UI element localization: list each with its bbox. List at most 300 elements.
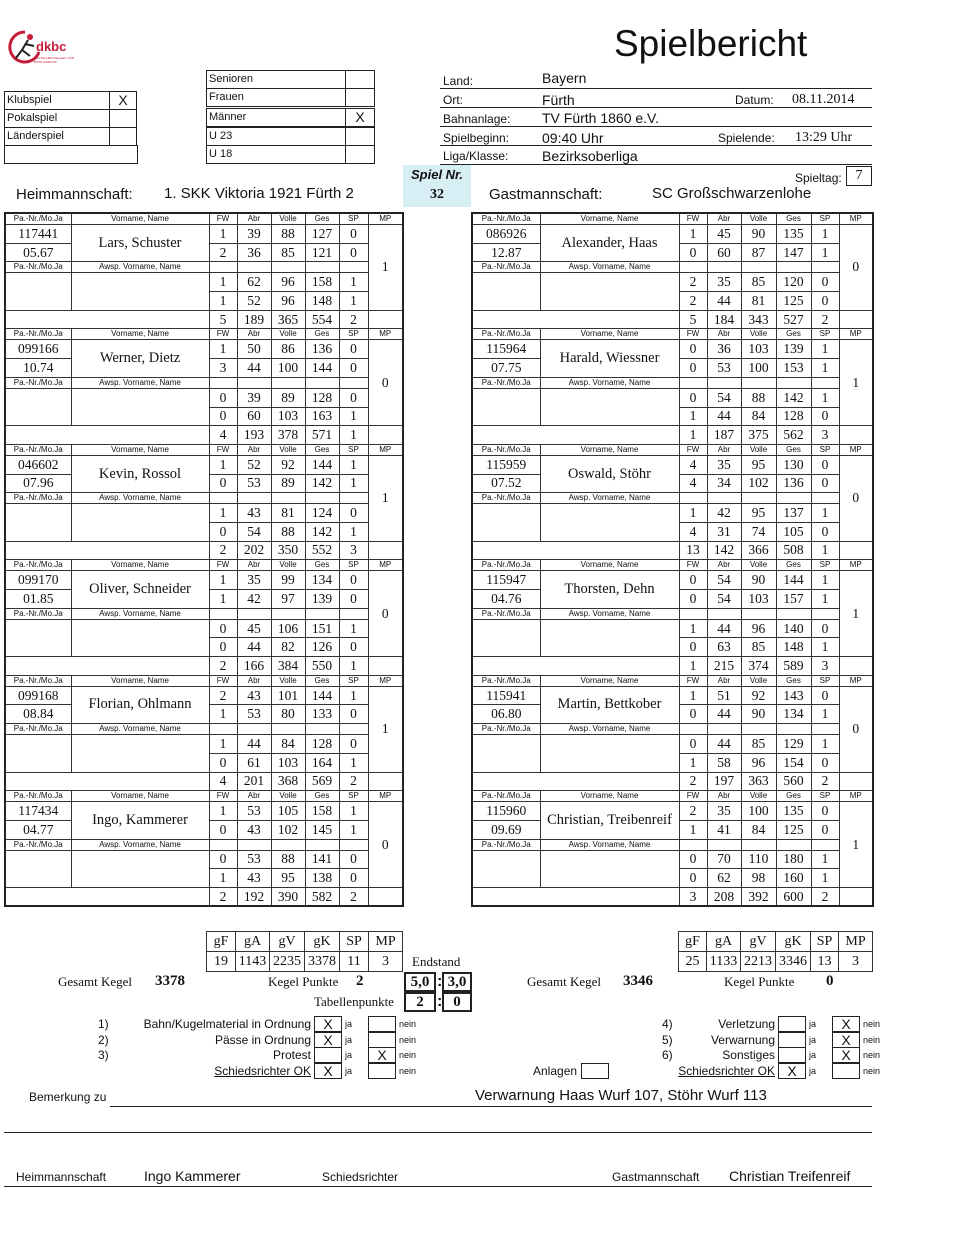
set-1-value: 1 (339, 686, 368, 705)
sub-empty (811, 724, 839, 735)
colon: : (437, 993, 443, 1010)
total-empty (839, 310, 873, 329)
sub-empty (707, 377, 741, 388)
set-4-value: 54 (237, 522, 271, 541)
header-pass: Pa.-Nr./Mo.Ja (472, 444, 540, 455)
nein-checkbox[interactable]: X (832, 1032, 860, 1048)
player-mp: 1 (839, 571, 873, 657)
home-total-sp: 11 (340, 952, 369, 972)
ja-checkbox[interactable] (778, 1016, 806, 1032)
sub-empty (776, 608, 811, 619)
player-mp: 1 (839, 802, 873, 888)
set-4-value: 44 (707, 292, 741, 311)
set-4-value: 160 (776, 869, 811, 888)
nein-checkbox[interactable] (832, 1063, 860, 1079)
header-sp: SP (811, 791, 839, 802)
header-fw: FW (679, 213, 707, 225)
player-mp: 0 (368, 802, 403, 888)
set-2-value: 4 (679, 474, 707, 493)
set-3-value: 96 (271, 273, 305, 292)
ort-value: Fürth (542, 92, 575, 108)
player-birth-date: 07.52 (472, 474, 540, 493)
check-label: Bahn/Kugelmaterial in Ordnung (143, 1017, 311, 1031)
maenner-mark[interactable]: X (345, 108, 375, 127)
nein-checkbox[interactable] (368, 1032, 396, 1048)
set-1-value: 134 (305, 571, 339, 590)
set-1-value: 100 (741, 802, 776, 821)
set-2-value: 0 (811, 820, 839, 839)
player-birth-date: 07.96 (5, 474, 71, 493)
header-sp: SP (339, 560, 368, 571)
total-empty (839, 887, 873, 906)
pokalspiel-label: Pokalspiel (4, 109, 110, 128)
player-total-value: 2 (339, 310, 368, 329)
header-name: Vorname, Name (71, 444, 209, 455)
bahn-value: TV Fürth 1860 e.V. (542, 110, 659, 126)
spieltag-label: Spieltag: (795, 171, 842, 185)
set-3-value: 137 (776, 504, 811, 523)
header-name: Vorname, Name (71, 791, 209, 802)
total-empty (368, 657, 403, 676)
player-total-value: 368 (271, 772, 305, 791)
guest-total-mp: 3 (839, 952, 873, 972)
total-empty (368, 887, 403, 906)
player-total-value: 189 (237, 310, 271, 329)
set-1-value: 45 (707, 225, 741, 244)
set-3-value: 0 (209, 619, 237, 638)
sub-empty (679, 724, 707, 735)
ja-checkbox[interactable]: X (778, 1063, 806, 1079)
player-total-value: 366 (741, 541, 776, 560)
header-sp: SP (811, 560, 839, 571)
set-2-value: 53 (237, 474, 271, 493)
sub-name-empty (540, 850, 679, 887)
sub-header-name: Awsp. Vorname, Name (540, 608, 679, 619)
header-sp: SP (811, 675, 839, 686)
set-3-value: 1 (209, 504, 237, 523)
bahn-label: Bahnanlage: (443, 112, 511, 126)
header-ges: Ges (776, 329, 811, 340)
set-2-value: 80 (271, 705, 305, 724)
klubspiel-mark[interactable]: X (109, 91, 137, 110)
set-3-value: 1 (811, 735, 839, 754)
anlagen-box[interactable] (581, 1063, 609, 1079)
spiel-nr-value: 32 (430, 187, 444, 202)
set-3-value: 84 (271, 735, 305, 754)
header-name: Vorname, Name (540, 675, 679, 686)
nein-checkbox[interactable]: X (832, 1047, 860, 1063)
player-birth-date: 05.67 (5, 243, 71, 262)
th-ga: gA (236, 932, 270, 952)
set-2-value: 87 (741, 243, 776, 262)
sub-name-empty (540, 388, 679, 425)
set-3-value: 0 (209, 850, 237, 869)
set-1-value: 1 (209, 340, 237, 359)
tabellen-home: 2 (404, 992, 436, 1012)
logo-text: dkbc (36, 39, 67, 54)
ja-checkbox[interactable] (314, 1047, 342, 1063)
set-4-value: 0 (679, 869, 707, 888)
sub-empty (305, 493, 339, 504)
player-total-value: 192 (237, 887, 271, 906)
set-4-value: 44 (707, 407, 741, 426)
laenderspiel-mark[interactable] (109, 127, 137, 146)
set-2-value: 43 (237, 820, 271, 839)
header-volle: Volle (741, 329, 776, 340)
header-pass: Pa.-Nr./Mo.Ja (472, 329, 540, 340)
pokalspiel-mark[interactable] (109, 109, 137, 128)
set-3-value: 44 (707, 735, 741, 754)
set-3-value: 39 (237, 388, 271, 407)
set-3-value: 1 (811, 504, 839, 523)
total-spacer (472, 310, 679, 329)
land-value: Bayern (542, 70, 587, 86)
home-total-gf: 19 (207, 952, 236, 972)
header-name: Vorname, Name (540, 444, 679, 455)
frauen-mark[interactable] (345, 88, 375, 107)
set-1-value: 144 (776, 571, 811, 590)
header-ges: Ges (776, 444, 811, 455)
endstand-home: 5,0 (404, 972, 436, 992)
guest-team: SC Großschwarzenlohe (652, 185, 812, 202)
set-1-value: 144 (305, 455, 339, 474)
player-pass-nr: 099166 (5, 340, 71, 359)
set-4-value: 0 (209, 753, 237, 772)
set-2-value: 142 (305, 474, 339, 493)
header-ges: Ges (305, 791, 339, 802)
check-options (314, 1032, 419, 1048)
sub-pass-empty (472, 850, 540, 887)
header-fw: FW (209, 560, 237, 571)
player-mp: 0 (839, 225, 873, 311)
player-total-value: 2 (209, 541, 237, 560)
total-empty (368, 426, 403, 445)
sub-pass-empty (472, 388, 540, 425)
ja-checkbox[interactable]: X (314, 1063, 342, 1079)
set-2-value: 1 (339, 820, 368, 839)
ja-checkbox[interactable] (778, 1047, 806, 1063)
sub-empty (271, 377, 305, 388)
u23-mark[interactable] (345, 127, 375, 146)
sub-empty (305, 724, 339, 735)
player-total-value: 363 (741, 772, 776, 791)
player-total-value: 2 (811, 310, 839, 329)
check-label: Verletzung (718, 1017, 775, 1031)
sub-empty (707, 839, 741, 850)
set-2-value: 0 (209, 474, 237, 493)
set-2-value: 100 (741, 359, 776, 378)
sub-empty (209, 839, 237, 850)
page-title: Spielbericht (614, 23, 808, 64)
sub-empty (237, 608, 271, 619)
header-fw: FW (679, 560, 707, 571)
set-3-value: 1 (339, 273, 368, 292)
set-2-value: 36 (237, 243, 271, 262)
set-2-value: 1 (811, 590, 839, 609)
player-total-value: 1 (811, 541, 839, 560)
check-number: 3) (98, 1048, 109, 1062)
u18-label: U 18 (206, 145, 346, 164)
set-2-value: 144 (305, 359, 339, 378)
ja-checkbox[interactable]: X (314, 1016, 342, 1032)
set-4-value: 0 (679, 638, 707, 657)
set-1-value: 0 (339, 225, 368, 244)
player-mp: 0 (368, 571, 403, 657)
set-1-value: 0 (679, 571, 707, 590)
sub-pass-empty (5, 850, 71, 887)
home-label: Heimmannschaft: (16, 186, 133, 203)
player-pass-nr: 086926 (472, 225, 540, 244)
set-3-value: 128 (305, 388, 339, 407)
set-2-value: 133 (305, 705, 339, 724)
sub-pass-empty (5, 504, 71, 541)
sub-header-name: Awsp. Vorname, Name (71, 377, 209, 388)
header-abr: Abr (237, 560, 271, 571)
sub-header-pass: Pa.-Nr./Mo.Ja (5, 608, 71, 619)
senioren-mark[interactable] (345, 70, 375, 89)
header-mp: MP (368, 675, 403, 686)
set-2-value: 44 (237, 359, 271, 378)
header-pass: Pa.-Nr./Mo.Ja (5, 213, 71, 225)
set-4-value: 61 (237, 753, 271, 772)
set-1-value: 39 (237, 225, 271, 244)
nein-checkbox[interactable] (368, 1063, 396, 1079)
set-4-value: 1 (339, 407, 368, 426)
frauen-label: Frauen (206, 88, 346, 107)
player-pass-nr: 115941 (472, 686, 540, 705)
header-sp: SP (811, 444, 839, 455)
header-pass: Pa.-Nr./Mo.Ja (472, 675, 540, 686)
player-mp: 0 (839, 686, 873, 772)
endstand-guest: 3,0 (442, 972, 472, 992)
nein-checkbox[interactable]: X (832, 1016, 860, 1032)
set-2-value: 125 (776, 820, 811, 839)
total-spacer (472, 657, 679, 676)
player-total-value: 374 (741, 657, 776, 676)
header-sp: SP (811, 213, 839, 225)
player-total-value: 2 (679, 772, 707, 791)
set-3-value: 0 (679, 388, 707, 407)
sub-empty (271, 493, 305, 504)
player-total-value: 13 (679, 541, 707, 560)
set-2-value: 147 (776, 243, 811, 262)
nein-label: nein (399, 1065, 417, 1076)
player-mp: 0 (368, 340, 403, 426)
set-1-value: 136 (305, 340, 339, 359)
set-2-value: 0 (679, 705, 707, 724)
set-2-value: 103 (741, 590, 776, 609)
sub-empty (305, 839, 339, 850)
player-total-value: 600 (776, 887, 811, 906)
th-gk: gK (305, 932, 340, 952)
set-2-value: 1 (811, 705, 839, 724)
sub-empty (811, 493, 839, 504)
player-total-value: 1 (339, 426, 368, 445)
player-mp: 1 (368, 225, 403, 311)
set-2-value: 84 (741, 820, 776, 839)
set-2-value: 100 (271, 359, 305, 378)
set-4-value: 84 (741, 407, 776, 426)
set-2-value: 0 (209, 820, 237, 839)
set-4-value: 1 (339, 753, 368, 772)
header-mp: MP (368, 213, 403, 225)
header-ges: Ges (305, 329, 339, 340)
set-2-value: 1 (811, 359, 839, 378)
set-1-value: 130 (776, 455, 811, 474)
home-team: 1. SKK Viktoria 1921 Fürth 2 (164, 185, 354, 202)
player-total-value: 3 (811, 657, 839, 676)
header-abr: Abr (707, 675, 741, 686)
header-fw: FW (679, 444, 707, 455)
header-pass: Pa.-Nr./Mo.Ja (472, 791, 540, 802)
set-3-value: 0 (679, 735, 707, 754)
set-1-value: 1 (339, 802, 368, 821)
check-number: 5) (662, 1032, 673, 1047)
colon: : (437, 973, 443, 990)
set-1-value: 139 (776, 340, 811, 359)
sub-empty (339, 839, 368, 850)
sub-empty (776, 724, 811, 735)
footer-gast-name: Christian Treifenreif (729, 1168, 851, 1184)
footer-heim-name: Ingo Kammerer (144, 1168, 241, 1184)
total-spacer (5, 887, 209, 906)
set-2-value: 0 (679, 590, 707, 609)
header-volle: Volle (271, 675, 305, 686)
set-2-value: 121 (305, 243, 339, 262)
player-total-value: 375 (741, 426, 776, 445)
player-birth-date: 04.77 (5, 820, 71, 839)
player-total-value: 4 (209, 772, 237, 791)
set-3-value: 54 (707, 388, 741, 407)
set-3-value: 1 (209, 735, 237, 754)
sub-empty (741, 262, 776, 273)
sub-empty (237, 493, 271, 504)
header-mp: MP (368, 791, 403, 802)
set-2-value: 0 (339, 243, 368, 262)
guest-total-sp: 13 (811, 952, 839, 972)
header-fw: FW (679, 675, 707, 686)
header-sp: SP (339, 329, 368, 340)
header-volle: Volle (271, 560, 305, 571)
set-2-value: 145 (305, 820, 339, 839)
sub-name-empty (71, 273, 209, 310)
header-mp: MP (839, 444, 873, 455)
set-1-value: 1 (209, 802, 237, 821)
set-2-value: 0 (339, 590, 368, 609)
nein-checkbox[interactable] (368, 1016, 396, 1032)
check-label: Schiedsrichter OK (214, 1063, 311, 1078)
dkbc-logo (8, 28, 88, 68)
set-2-value: 89 (271, 474, 305, 493)
sub-empty (209, 724, 237, 735)
set-3-value: 89 (271, 388, 305, 407)
ja-checkbox[interactable]: X (314, 1032, 342, 1048)
set-1-value: 86 (271, 340, 305, 359)
player-total-value: 193 (237, 426, 271, 445)
beginn-label: Spielbeginn: (443, 131, 510, 145)
set-4-value: 163 (305, 407, 339, 426)
set-4-value: 2 (679, 292, 707, 311)
ja-checkbox[interactable] (778, 1032, 806, 1048)
sub-header-name: Awsp. Vorname, Name (540, 839, 679, 850)
datum-label: Datum: (735, 93, 774, 107)
header-sp: SP (339, 791, 368, 802)
sub-header-pass: Pa.-Nr./Mo.Ja (5, 724, 71, 735)
set-4-value: 148 (776, 638, 811, 657)
u23-label: U 23 (206, 127, 346, 146)
total-spacer (5, 772, 209, 791)
sub-header-pass: Pa.-Nr./Mo.Ja (472, 493, 540, 504)
sub-pass-empty (472, 735, 540, 772)
player-total-value: 343 (741, 310, 776, 329)
set-1-value: 135 (776, 225, 811, 244)
player-mp: 1 (368, 455, 403, 541)
set-2-value: 44 (707, 705, 741, 724)
sub-empty (339, 262, 368, 273)
set-3-value: 0 (209, 388, 237, 407)
header-ges: Ges (305, 213, 339, 225)
set-2-value: 134 (776, 705, 811, 724)
set-4-value: 105 (776, 522, 811, 541)
player-total-value: 550 (305, 657, 339, 676)
player-pass-nr: 115964 (472, 340, 540, 359)
total-spacer (5, 541, 209, 560)
th-mp: MP (369, 932, 403, 952)
sub-header-name: Awsp. Vorname, Name (540, 493, 679, 504)
set-3-value: 129 (776, 735, 811, 754)
set-3-value: 85 (741, 735, 776, 754)
guest-total-gk: 3346 (776, 952, 811, 972)
set-4-value: 62 (707, 869, 741, 888)
player-total-value: 582 (305, 887, 339, 906)
set-3-value: 128 (305, 735, 339, 754)
set-3-value: 62 (237, 273, 271, 292)
guest-total-ga: 1133 (707, 952, 741, 972)
set-2-value: 157 (776, 590, 811, 609)
header-sp: SP (811, 329, 839, 340)
nein-checkbox[interactable]: X (368, 1047, 396, 1063)
player-pass-nr: 099168 (5, 686, 71, 705)
set-4-value: 60 (237, 407, 271, 426)
player-total-value: 197 (707, 772, 741, 791)
guest-gesamt-value: 3346 (623, 973, 653, 989)
home-total-ga: 1143 (236, 952, 270, 972)
player-birth-date: 08.84 (5, 705, 71, 724)
player-total-value: 508 (776, 541, 811, 560)
set-3-value: 81 (271, 504, 305, 523)
player-total-value: 562 (776, 426, 811, 445)
nein-label: nein (399, 1050, 417, 1060)
header-mp: MP (839, 560, 873, 571)
player-pass-nr: 099170 (5, 571, 71, 590)
player-mp: 0 (839, 455, 873, 541)
set-4-value: 0 (811, 522, 839, 541)
set-1-value: 35 (237, 571, 271, 590)
set-4-value: 1 (209, 292, 237, 311)
sub-empty (776, 839, 811, 850)
player-name: Oswald, Stöhr (540, 455, 679, 492)
guest-label: Gastmannschaft: (489, 186, 603, 203)
set-3-value: 0 (811, 273, 839, 292)
sub-empty (339, 724, 368, 735)
set-4-value: 85 (741, 638, 776, 657)
nein-label: nein (399, 1019, 417, 1029)
set-3-value: 88 (741, 388, 776, 407)
player-total-value: 2 (209, 887, 237, 906)
check-options (778, 1032, 883, 1048)
u18-mark[interactable] (345, 145, 375, 164)
set-1-value: 2 (209, 686, 237, 705)
